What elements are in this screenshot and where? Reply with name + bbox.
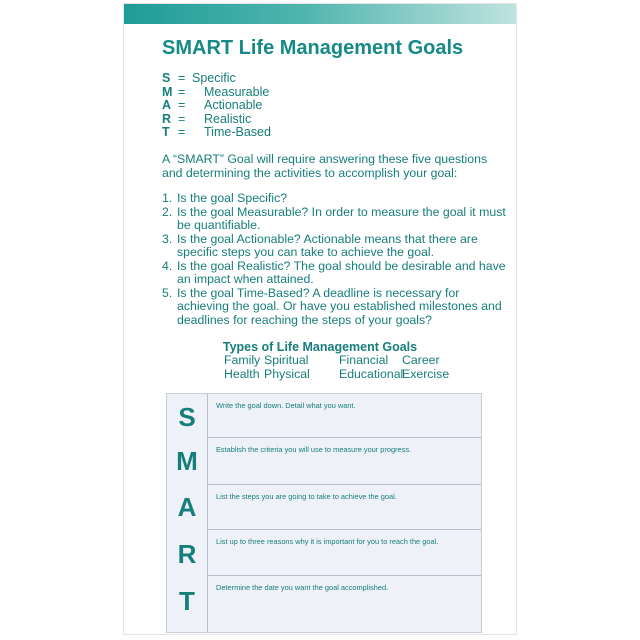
goal-card xyxy=(124,4,516,634)
acronym-word: Specific xyxy=(192,71,236,85)
question-item xyxy=(162,206,507,233)
acronym-letter: R xyxy=(162,111,172,126)
goal-type: Educational xyxy=(339,366,404,381)
row-prompt: Establish the criteria you will use to measure your progress. xyxy=(216,445,412,454)
letters-column xyxy=(167,394,208,632)
acronym-word: Time-Based xyxy=(204,125,271,140)
row-prompt: List the steps you are going to take to achieve the goal. xyxy=(216,492,397,501)
intro-paragraph: A “SMART” Goal will require answering these five questions and determining the activities to accomplish your goal: xyxy=(162,152,488,180)
goal-type: Exercise xyxy=(402,366,450,381)
row-prompt: Determine the date you want the goal accomplished. xyxy=(216,583,389,592)
question-text: Is the goal Specific? xyxy=(177,191,288,205)
question-number: 2. xyxy=(162,204,173,219)
acronym-word: Measurable xyxy=(204,84,270,99)
question-item xyxy=(162,233,507,260)
question-number: 1. xyxy=(162,191,173,205)
acronym-equals: = xyxy=(178,111,186,126)
acronym-letter: S xyxy=(162,71,171,85)
question-number: 5. xyxy=(162,285,173,300)
goal-types-heading: Types of Life Management Goals xyxy=(222,340,418,354)
question-text: Is the goal Actionable? Actionable means that there are specific steps you can take to achieve the goal. xyxy=(177,231,478,259)
acronym-row xyxy=(162,86,271,100)
question-text: Is the goal Realistic? The goal should be desirable and have an impact when attained. xyxy=(177,258,506,286)
row-prompt: List up to three reasons why it is important for you to reach the goal. xyxy=(216,537,439,546)
acronym-row xyxy=(162,113,271,127)
acronym-word: Realistic xyxy=(204,111,252,126)
acronym-letter: T xyxy=(162,125,170,140)
worksheet-row-m[interactable] xyxy=(208,438,481,485)
goal-type: Physical xyxy=(264,366,310,381)
question-list xyxy=(162,192,507,327)
header-gradient-bar xyxy=(124,4,516,24)
acronym-equals: = xyxy=(178,125,186,140)
prompt-rows xyxy=(208,394,481,632)
worksheet-row-a[interactable] xyxy=(208,485,481,530)
goal-type: Financial xyxy=(339,353,389,367)
smart-worksheet-table xyxy=(166,393,482,633)
row-prompt: Write the goal down. Detail what you want. xyxy=(216,401,356,410)
acronym-equals: = xyxy=(178,84,186,99)
goal-type: Health xyxy=(224,366,260,381)
big-letter-a: A xyxy=(177,492,197,522)
acronym-letter: M xyxy=(162,84,173,99)
acronym-row xyxy=(162,126,271,140)
acronym-row xyxy=(162,99,271,113)
acronym-word: Actionable xyxy=(204,98,263,113)
big-letter-s: S xyxy=(178,402,196,432)
question-text: Is the goal Time-Based? A deadline is necessary for achieving the goal. Or have you established milestones and deadlines for reaching the steps of your goals? xyxy=(177,285,502,327)
acronym-equals: = xyxy=(178,71,186,85)
question-number: 4. xyxy=(162,258,173,273)
question-number: 3. xyxy=(162,231,173,246)
big-letter-m: M xyxy=(176,446,198,476)
goal-type: Spiritual xyxy=(264,353,309,367)
worksheet-row-t[interactable] xyxy=(208,576,481,634)
big-letter-t: T xyxy=(179,586,195,616)
question-item xyxy=(162,260,507,287)
acronym-row xyxy=(162,72,271,86)
big-letter-r: R xyxy=(177,539,197,569)
question-text: Is the goal Measurable? In order to measure the goal it must be quantifiable. xyxy=(177,204,506,232)
worksheet-row-s[interactable] xyxy=(208,394,481,438)
goal-type: Family xyxy=(224,353,261,367)
acronym-letter: A xyxy=(162,98,172,113)
question-item xyxy=(162,192,507,206)
acronym-list xyxy=(162,72,271,140)
acronym-equals: = xyxy=(178,98,186,113)
goal-types-grid xyxy=(224,354,462,381)
question-item xyxy=(162,287,507,328)
goal-type: Career xyxy=(402,353,440,367)
page-title: SMART Life Management Goals xyxy=(162,37,464,59)
worksheet-row-r[interactable] xyxy=(208,530,481,576)
